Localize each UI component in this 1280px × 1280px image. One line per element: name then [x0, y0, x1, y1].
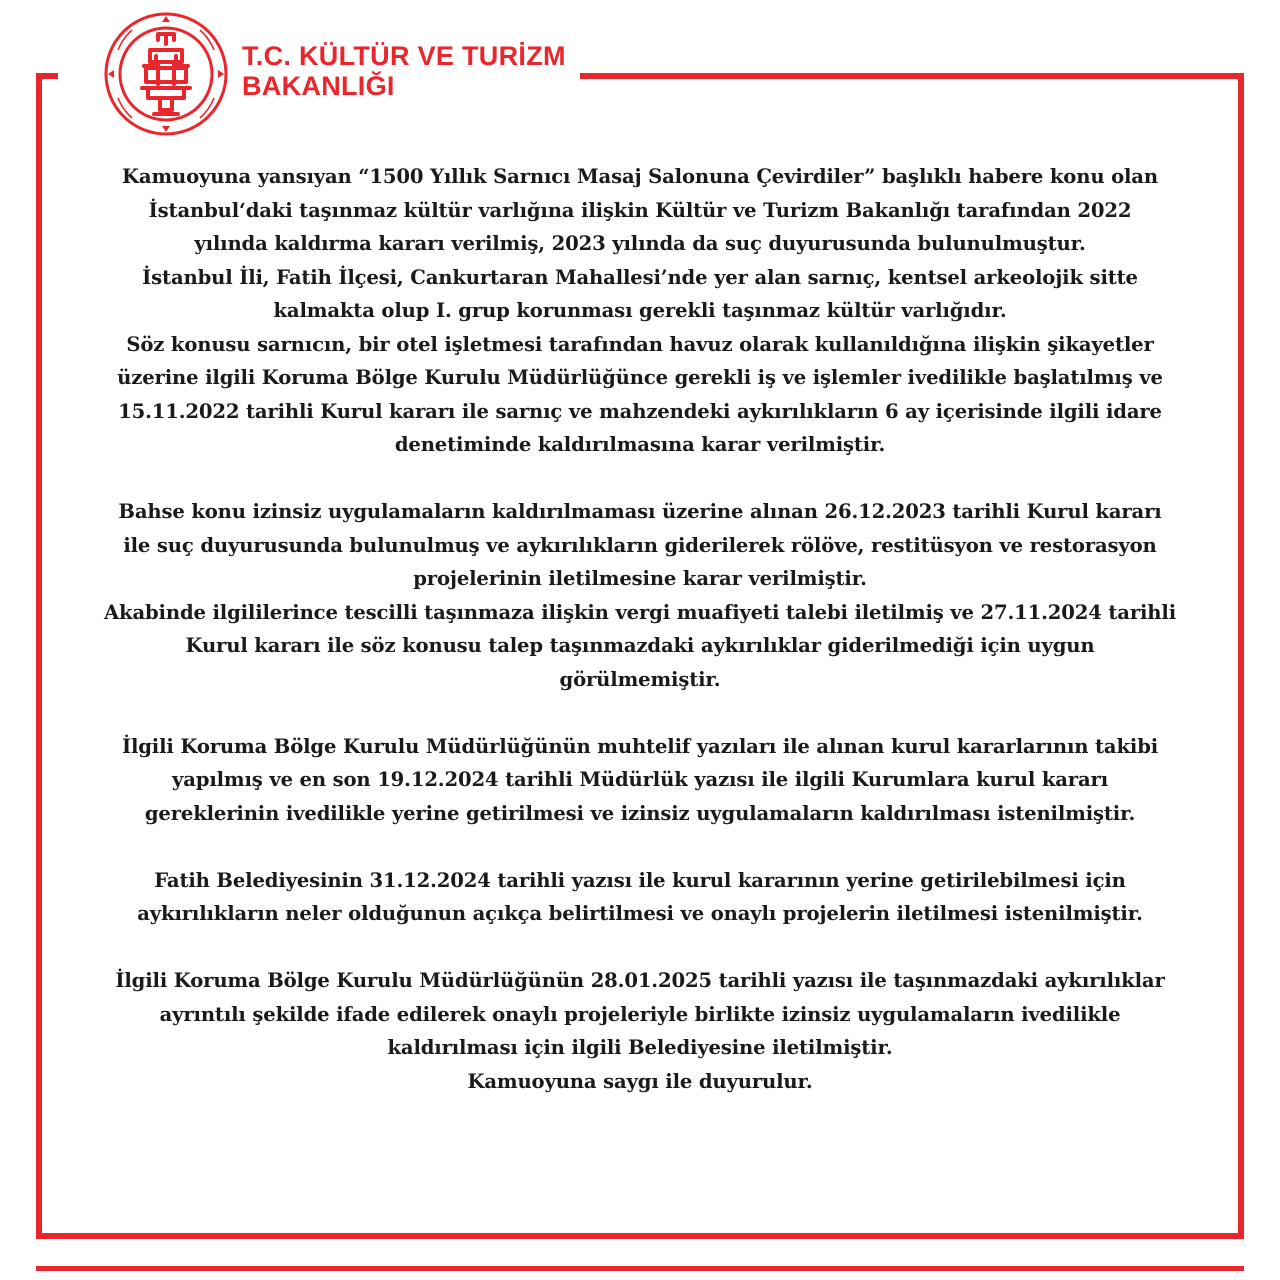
- statement-line: gereklerinin ivedilikle yerine getirilmesi ve izinsiz uygulamaların kaldırılması istenilmiştir.: [144, 801, 1136, 825]
- bottom-red-rule: [36, 1266, 1244, 1271]
- statement-line: Kamuoyuna saygı ile duyurulur.: [467, 1069, 813, 1093]
- statement-line: İlgili Koruma Bölge Kurulu Müdürlüğünün muhtelif yazıları ile alınan kurul kararlarının takibi: [121, 734, 1159, 758]
- statement-line: projelerinin iletilmesine karar verilmiştir.: [413, 567, 867, 590]
- statement-line: Söz konusu sarnıcın, bir otel işletmesi tarafından havuz olarak kullanıldığına ilişkin şikayetler: [126, 332, 1154, 356]
- statement-line: Kurul kararı ile söz konusu talep taşınmazdaki aykırılıklar giderilmediği için uygun: [185, 634, 1095, 657]
- statement-paragraph: [60, 160, 1220, 462]
- statement-line: denetiminde kaldırılmasına karar verilmiştir.: [394, 433, 886, 456]
- statement-line: ile suç duyurusunda bulunulmuş ve aykırılıkların giderilerek rölöve, restitüsyon ve restorasyon: [123, 533, 1157, 557]
- statement-line: Akabinde ilgililerince tescilli taşınmaza ilişkin vergi muafiyeti talebi iletilmiş ve 27.11.2024 tarihli: [103, 600, 1176, 624]
- statement-line: Fatih Belediyesinin 31.12.2024 tarihli yazısı ile kurul kararının yerine getirilebilmesi için: [154, 868, 1126, 892]
- statement-line: yılında kaldırma kararı verilmiş, 2023 yılında da suç duyurusunda bulunulmuştur.: [194, 232, 1086, 255]
- statement-paragraph: [60, 730, 1220, 831]
- statement-line: İstanbul İli, Fatih İlçesi, Cankurtaran Mahallesi’nde yer alan sarnıç, kentsel arkeolojik sitte: [142, 265, 1138, 289]
- statement-line: İlgili Koruma Bölge Kurulu Müdürlüğünün 28.01.2025 tarihli yazısı ile taşınmazdaki aykırılıklar: [115, 969, 1165, 992]
- statement-line: kaldırılması için ilgili Belediyesine iletilmiştir.: [387, 1036, 893, 1059]
- statement-line: ayrıntılı şekilde ifade edilerek onaylı projeleriyle birlikte izinsiz uygulamaların ivedilikle: [159, 1002, 1121, 1026]
- statement-line: üzerine ilgili Koruma Bölge Kurulu Müdürlüğünce gerekli iş ve işlemler ivedilikle başlatılmış ve: [117, 366, 1163, 389]
- ministry-knot-emblem-icon: [102, 10, 230, 138]
- statement-paragraph: [60, 495, 1220, 696]
- statement-paragraph: [60, 864, 1220, 931]
- statement-line: Kamuoyuna yansıyan “1500 Yıllık Sarnıcı Masaj Salonuna Çevirdiler” başlıklı habere konu olan: [122, 165, 1158, 188]
- statement-line: Bahse konu izinsiz uygulamaların kaldırılmaması üzerine alınan 26.12.2023 tarihli Kurul kararı: [118, 500, 1162, 523]
- statement-paragraph: [60, 964, 1220, 1098]
- ministry-name: [242, 41, 566, 101]
- statement-line: aykırılıkların neler olduğunun açıkça belirtilmesi ve onaylı projelerin iletilmesi istenilmiştir.: [137, 902, 1143, 925]
- statement-line: 15.11.2022 tarihli Kurul kararı ile sarnıç ve mahzendeki aykırılıkların 6 ay içerisinde ilgili idare: [118, 399, 1162, 423]
- statement-line: İstanbul‘daki taşınmaz kültür varlığına ilişkin Kültür ve Turizm Bakanlığı tarafından 2022: [148, 198, 1132, 222]
- ministry-name-line2: BAKANLIĞI: [242, 71, 395, 101]
- statement-line: görülmemiştir.: [559, 667, 721, 691]
- press-statement-body: [60, 160, 1220, 1098]
- statement-line: kalmakta olup I. grup korunması gerekli taşınmaz kültür varlığıdır.: [273, 299, 1007, 322]
- ministry-logo-header: [58, 0, 580, 148]
- ministry-name-line1: T.C. KÜLTÜR VE TURİZM: [242, 41, 566, 71]
- statement-line: yapılmış ve en son 19.12.2024 tarihli Müdürlük yazısı ile ilgili Kurumlara kurul kararı: [171, 768, 1108, 791]
